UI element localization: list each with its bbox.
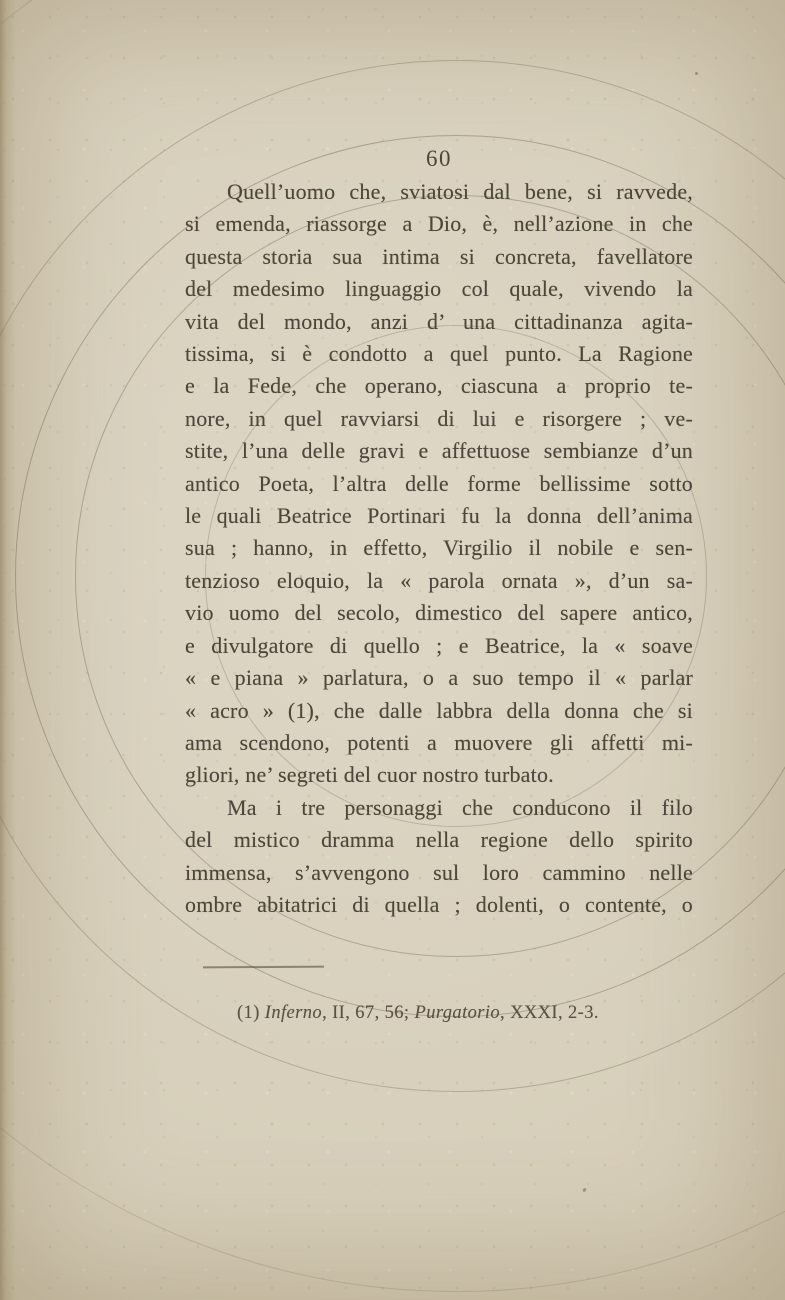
footnote-citation: , XXXI, 2-3. [500,1003,599,1023]
text-line: questa storia sua intima si concreta, favellatore [185,243,693,269]
text-line: antico Poeta, l’altra delle forme bellissime sotto [185,470,693,496]
text-line: immensa, s’avvengono sul loro cammino nelle [185,859,693,885]
page-binding-edge [0,0,16,1300]
paper-fleck [695,72,698,75]
text-line: « e piana » parlatura, o a suo tempo il « parlar [185,665,693,691]
text-line: tenzioso eloquio, la « parola ornata », d’un sa- [185,567,693,593]
text-line: tissima, si è condotto a quel punto. La Ragione [185,341,693,367]
footnote-marker: (1) [237,1003,265,1023]
page-number: 60 [426,146,452,171]
body-text [185,176,693,921]
text-line: e divulgatore di quello ; e Beatrice, la « soave [185,632,693,658]
text-line: e la Fede, che operano, ciascuna a proprio te- [185,373,693,399]
footnote-citation: , II, 67, 56; [322,1003,415,1023]
footnote-separator [203,966,324,968]
text-line: ombre abitatrici di quella ; dolenti, o contente, o [185,891,693,917]
text-line: ama scendono, potenti a muovere gli affetti mi- [185,729,693,755]
footnote-work-purgatorio: Purgatorio [414,1003,501,1023]
text-line: del medesimo linguaggio col quale, vivendo la [185,276,693,302]
text-line: sua ; hanno, in effetto, Virgilio il nobile e sen- [185,535,693,561]
text-line: del mistico dramma nella regione dello spirito [185,827,693,853]
text-line: nore, in quel ravviarsi di lui e risorgere ; ve- [185,405,693,431]
text-line: si emenda, riassorge a Dio, è, nell’azione in che [185,211,693,237]
text-line: le quali Beatrice Portinari fu la donna dell’anima [185,503,693,529]
footnote-work-inferno: Inferno [264,1003,323,1023]
text-line: gliori, ne’ segreti del cuor nostro turbato. [185,762,554,788]
paper-fleck [582,1188,587,1193]
text-line: vita del mondo, anzi d’ una cittadinanza agita- [185,308,693,334]
text-line: stite, l’una delle gravi e affettuose sembianze d’un [185,438,693,464]
text-line: vio uomo del secolo, dimestico del sapere antico, [185,600,693,626]
text-line: « acro » (1), che dalle labbra della donna che si [185,697,693,723]
text-line: Ma i tre personaggi che conducono il filo [227,794,693,820]
footnote [185,1003,693,1024]
text-line: Quell’uomo che, sviatosi dal bene, si ravvede, [227,179,693,204]
